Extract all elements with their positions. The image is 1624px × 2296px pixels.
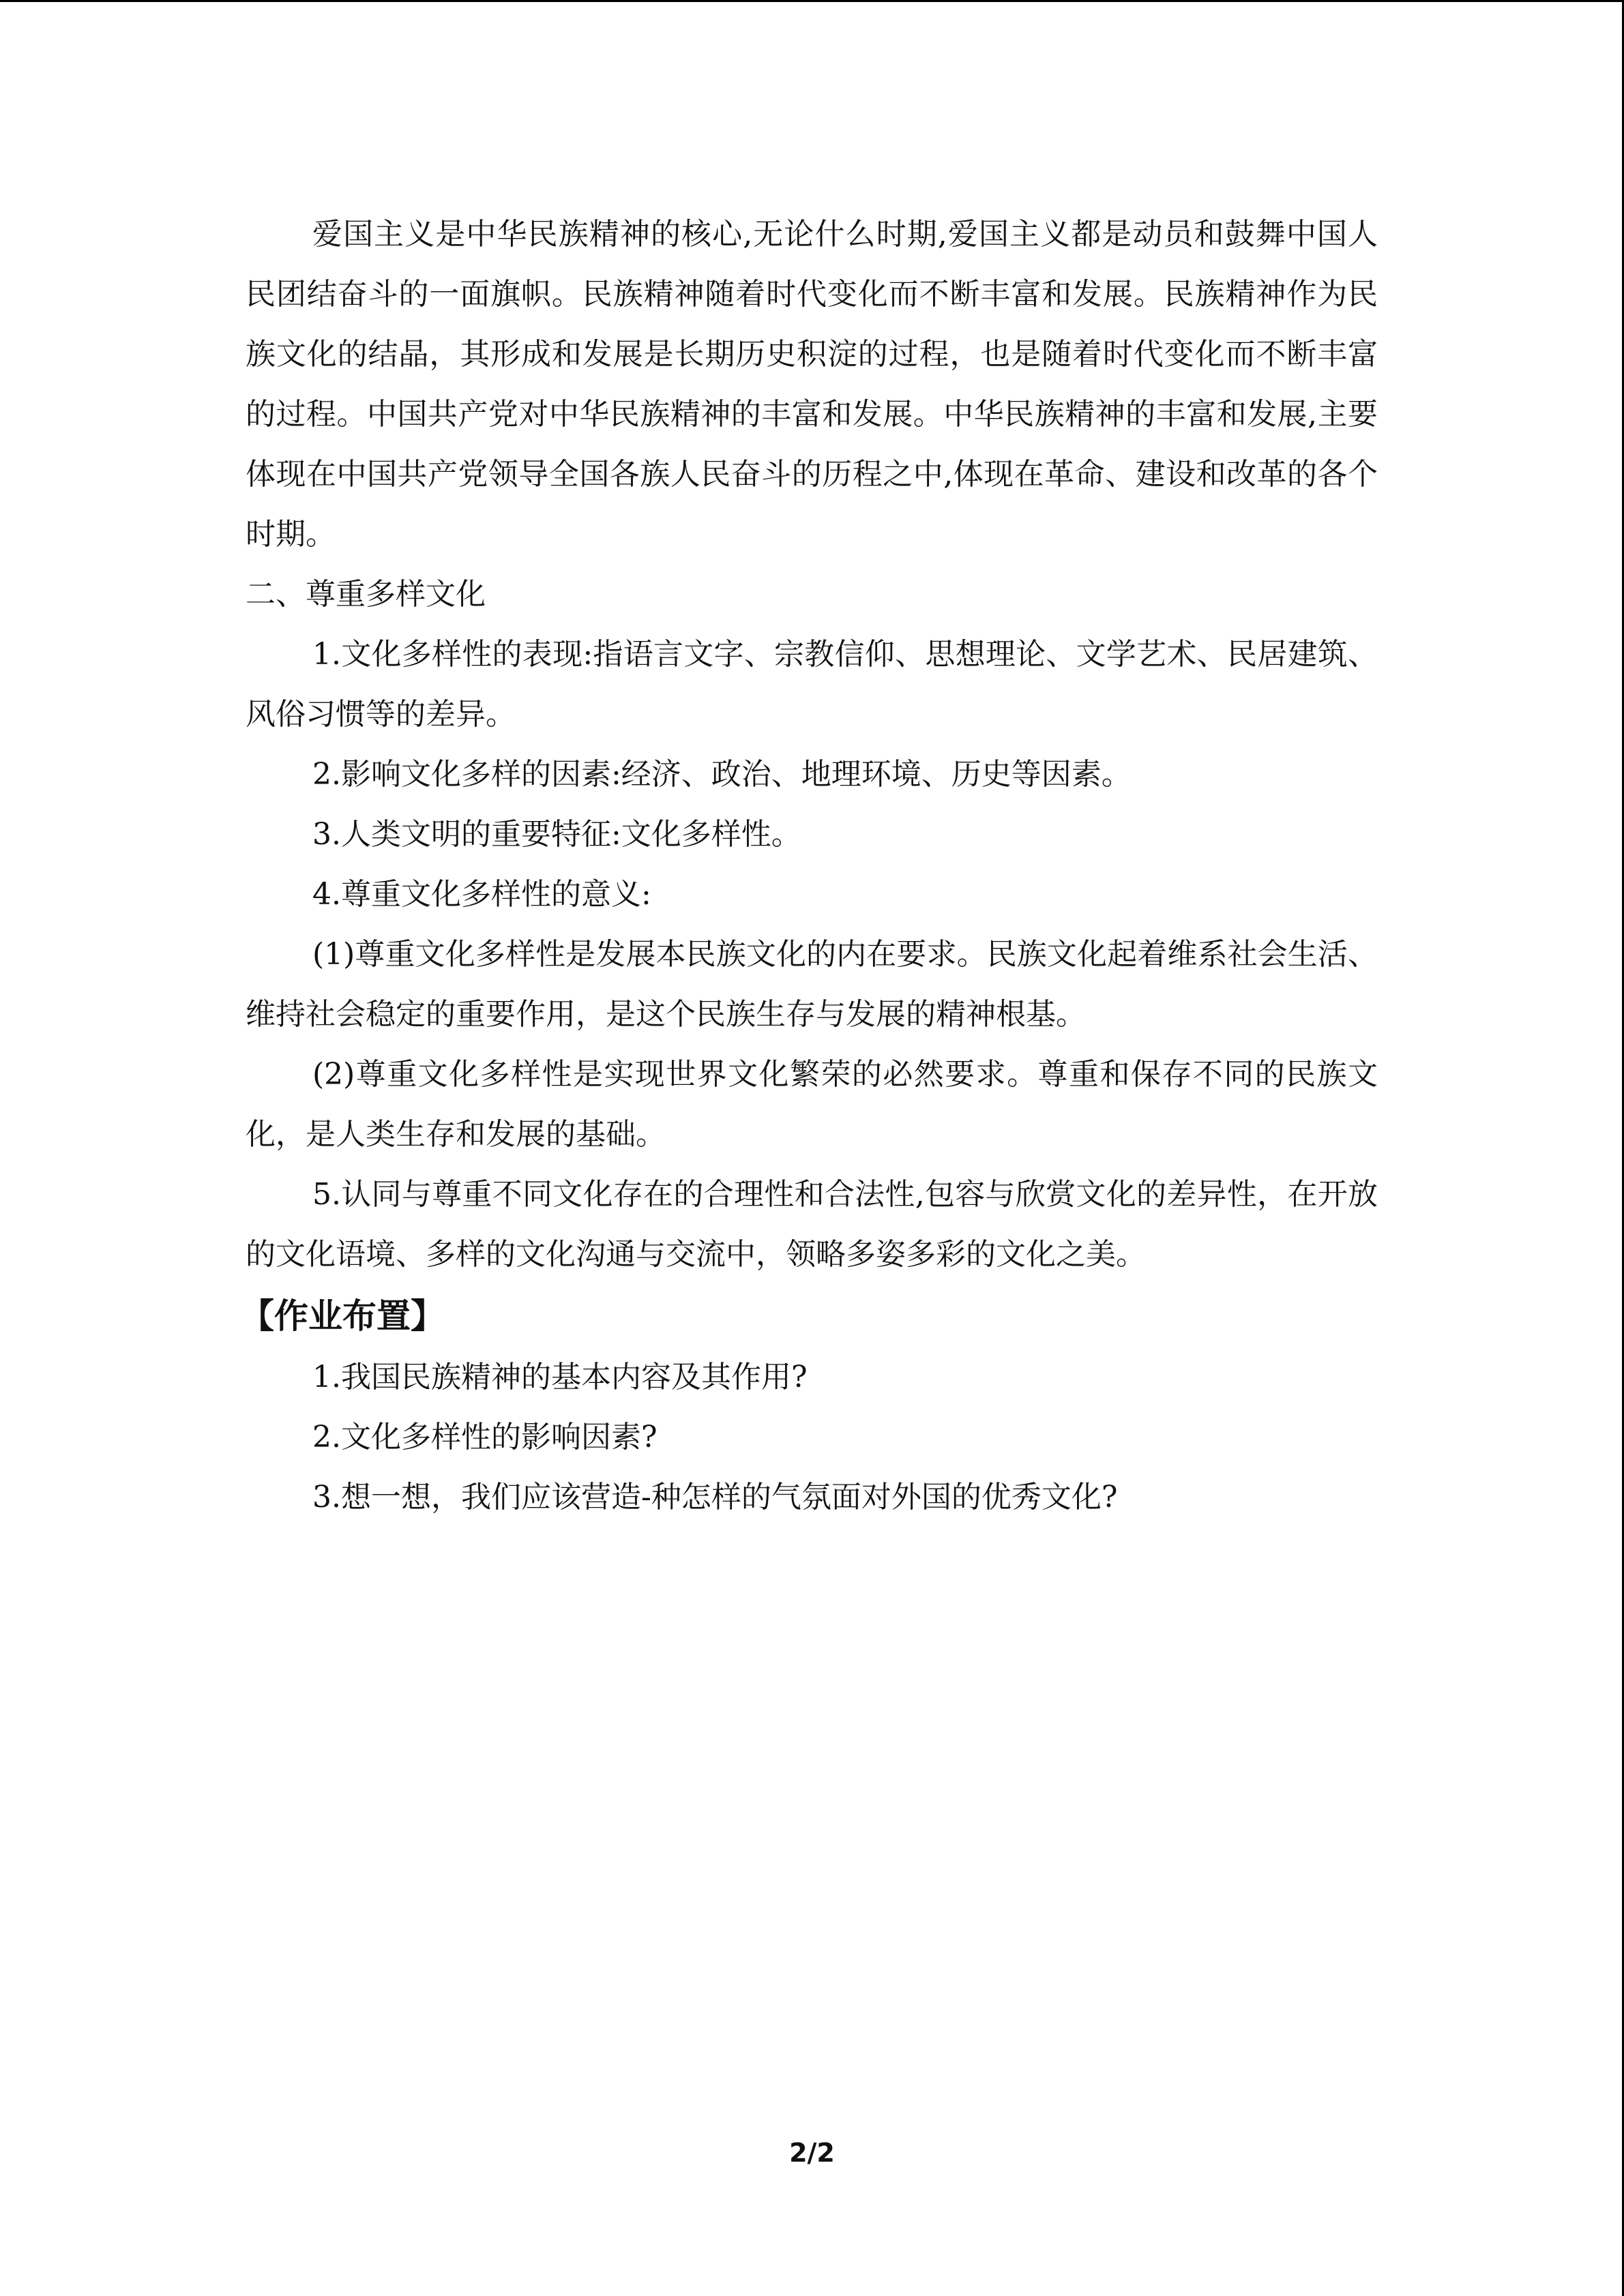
page-number: 2/2 [789, 2138, 835, 2168]
list-item: 4.尊重文化多样性的意义: [312, 877, 651, 912]
list-item: (1)尊重文化多样性是发展本民族文化的内在要求。民族文化起着维系社会生活、维持社会稳定的重要作用，是这个民族生存与发展的精神根基。 [246, 937, 1378, 1032]
list-item: 1.文化多样性的表现:指语言文字、宗教信仰、思想理论、文学艺术、民居建筑、风俗习惯等的差异。 [246, 637, 1378, 732]
list-item: 5.认同与尊重不同文化存在的合理性和合法性,包容与欣赏文化的差异性，在开放的文化语境、多样的文化沟通与交流中，领略多姿多彩的文化之美。 [246, 1177, 1378, 1272]
list-item: 3.人类文明的重要特征:文化多样性。 [312, 817, 801, 852]
section-heading: 二、尊重多样文化 [246, 577, 486, 612]
homework-item: 3.想一想，我们应该营造-种怎样的气氛面对外国的优秀文化? [312, 1480, 1118, 1515]
document-body [240, 205, 1378, 1527]
homework-heading: 【作业布置】 [240, 1296, 445, 1336]
list-item: 2.影响文化多样的因素:经济、政治、地理环境、历史等因素。 [312, 757, 1132, 792]
intro-paragraph: 爱国主义是中华民族精神的核心,无论什么时期,爱国主义都是动员和鼓舞中国人民团结奋斗的一面旗帜。民族精神随着时代变化而不断丰富和发展。民族精神作为民族文化的结晶，其形成和发展是长期历史积淀的过程，也是随着时代变化而不断丰富的过程。中国共产党对中华民族精神的丰富和发展。中华民族精神的丰富和发展,主要体现在中国共产党领导全国各族人民奋斗的历程之中,体现在革命、建设和改革的各个时期。 [246, 217, 1378, 552]
top-border [0, 0, 1624, 2]
homework-item: 1.我国民族精神的基本内容及其作用? [312, 1360, 808, 1395]
homework-item: 2.文化多样性的影响因素? [312, 1420, 658, 1455]
list-item: (2)尊重文化多样性是实现世界文化繁荣的必然要求。尊重和保存不同的民族文化，是人类生存和发展的基础。 [246, 1057, 1378, 1152]
